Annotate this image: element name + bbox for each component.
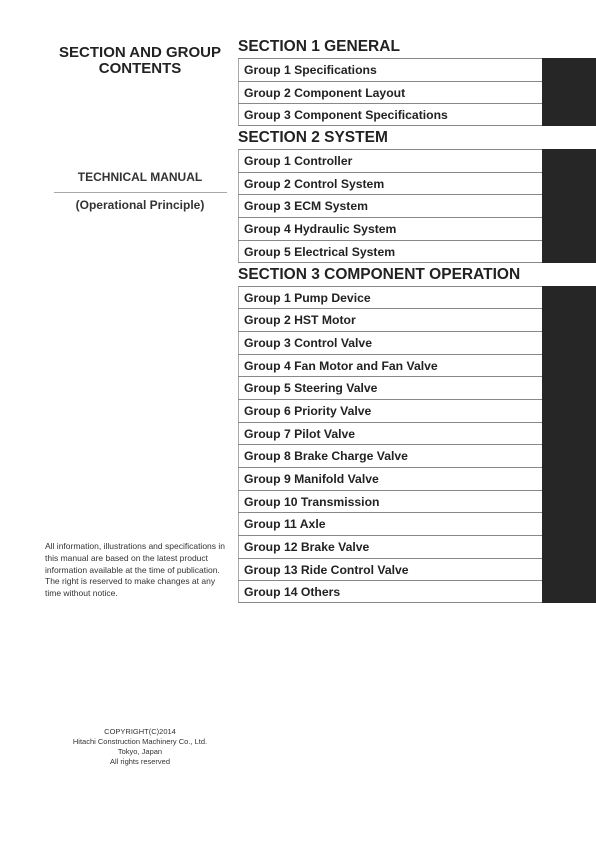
section-tab-marker[interactable]: [542, 58, 596, 82]
row-border: [238, 355, 239, 377]
group-label[interactable]: Group 12 Brake Valve: [244, 540, 370, 555]
group-label[interactable]: Group 3 Component Specifications: [244, 108, 448, 123]
row-border: [238, 377, 239, 399]
group-label[interactable]: Group 4 Hydraulic System: [244, 222, 397, 237]
group-list: [238, 286, 596, 604]
copyright-line: Hitachi Construction Machinery Co., Ltd.: [72, 737, 208, 746]
section-heading[interactable]: SECTION 1 GENERAL: [238, 38, 400, 55]
technical-manual-label: TECHNICAL MANUAL: [77, 170, 203, 184]
copyright-block: [44, 727, 236, 767]
group-row[interactable]: [238, 58, 596, 81]
group-row[interactable]: [238, 467, 596, 490]
group-list: [238, 58, 596, 126]
group-label[interactable]: Group 5 Electrical System: [244, 244, 396, 259]
group-label[interactable]: Group 8 Brake Charge Valve: [244, 449, 408, 464]
section-tab-marker[interactable]: [542, 286, 596, 310]
group-label[interactable]: Group 13 Ride Control Valve: [244, 562, 409, 577]
section-tab-marker[interactable]: [542, 194, 596, 218]
copyright-line: All rights reserved: [109, 757, 171, 766]
section-block: [238, 36, 596, 126]
section-tab-marker[interactable]: [542, 172, 596, 196]
group-label[interactable]: Group 14 Others: [244, 585, 341, 600]
group-label[interactable]: Group 1 Controller: [244, 154, 353, 169]
group-row[interactable]: [238, 194, 596, 217]
group-label[interactable]: Group 6 Priority Valve: [244, 403, 372, 418]
copyright-line: COPYRIGHT(C)2014: [104, 727, 176, 736]
row-border: [238, 423, 239, 445]
group-row[interactable]: [238, 217, 596, 240]
group-row[interactable]: [238, 308, 596, 331]
group-label[interactable]: Group 2 Component Layout: [244, 85, 406, 100]
row-border: [238, 491, 239, 513]
group-row[interactable]: [238, 490, 596, 513]
section-block: [238, 127, 596, 262]
section-tab-marker[interactable]: [542, 103, 596, 126]
row-border: [238, 400, 239, 422]
section-tab-marker[interactable]: [542, 512, 596, 536]
section-tab-marker[interactable]: [542, 354, 596, 378]
row-border: [238, 104, 239, 125]
group-label[interactable]: Group 7 Pilot Valve: [244, 426, 356, 441]
section-tab-marker[interactable]: [542, 535, 596, 559]
section-tab-marker[interactable]: [542, 558, 596, 582]
group-label[interactable]: Group 2 Control System: [244, 176, 385, 191]
group-row[interactable]: [238, 240, 596, 263]
row-border: [238, 581, 239, 602]
page-title-line-2: CONTENTS: [98, 60, 182, 77]
row-border: [238, 332, 239, 354]
group-row[interactable]: [238, 558, 596, 581]
section-tab-marker[interactable]: [542, 308, 596, 332]
group-row[interactable]: [238, 286, 596, 309]
group-label[interactable]: Group 1 Pump Device: [244, 290, 371, 305]
row-border: [238, 218, 239, 240]
group-row[interactable]: [238, 376, 596, 399]
operational-principle-label: (Operational Principle): [75, 198, 205, 212]
row-border: [238, 513, 239, 535]
group-row[interactable]: [238, 399, 596, 422]
row-border: [238, 150, 239, 172]
page-title-line-1: SECTION AND GROUP: [59, 44, 221, 61]
group-row[interactable]: [238, 444, 596, 467]
section-tab-marker[interactable]: [542, 240, 596, 263]
table-of-contents: [238, 36, 596, 604]
section-tab-marker[interactable]: [542, 376, 596, 400]
section-tab-marker[interactable]: [542, 490, 596, 514]
group-label[interactable]: Group 1 Specifications: [244, 63, 377, 77]
copyright-line: Tokyo, Japan: [117, 747, 163, 756]
row-border: [238, 287, 239, 309]
section-tab-marker[interactable]: [542, 149, 596, 173]
group-label[interactable]: Group 2 HST Motor: [244, 313, 356, 328]
row-border: [238, 173, 239, 195]
section-tab-marker[interactable]: [542, 467, 596, 491]
group-label[interactable]: Group 10 Transmission: [244, 494, 380, 509]
group-row[interactable]: [238, 81, 596, 104]
row-border: [238, 195, 239, 217]
group-row[interactable]: [238, 149, 596, 172]
group-label[interactable]: Group 3 ECM System: [244, 199, 368, 214]
group-row[interactable]: [238, 354, 596, 377]
section-tab-marker[interactable]: [542, 331, 596, 355]
section-tab-marker[interactable]: [542, 580, 596, 603]
row-border: [238, 468, 239, 490]
row-border: [238, 241, 239, 262]
section-heading[interactable]: SECTION 2 SYSTEM: [238, 129, 388, 147]
divider: [54, 192, 227, 193]
group-row[interactable]: [238, 103, 596, 126]
row-border: [238, 82, 239, 104]
group-row[interactable]: [238, 331, 596, 354]
row-border: [238, 445, 239, 467]
group-label[interactable]: Group 5 Steering Valve: [244, 381, 378, 396]
section-tab-marker[interactable]: [542, 399, 596, 423]
row-border: [238, 309, 239, 331]
group-row[interactable]: [238, 580, 596, 603]
group-row[interactable]: [238, 422, 596, 445]
disclaimer-text: All information, illustrations and specifications in this manual are based on the latest product information available at the time of publication. The right is reserved to make changes at any time without notice.: [45, 541, 226, 599]
group-row[interactable]: [238, 535, 596, 558]
row-border: [238, 536, 239, 558]
group-list: [238, 149, 596, 262]
group-label[interactable]: Group 4 Fan Motor and Fan Valve: [244, 358, 438, 373]
group-row[interactable]: [238, 512, 596, 535]
group-row[interactable]: [238, 172, 596, 195]
section-block: [238, 264, 596, 604]
section-tab-marker[interactable]: [542, 444, 596, 468]
row-border: [238, 559, 239, 581]
section-tab-marker[interactable]: [542, 217, 596, 241]
section-heading[interactable]: SECTION 3 COMPONENT OPERATION: [238, 265, 521, 283]
page-title: [44, 45, 236, 77]
section-tab-marker[interactable]: [542, 81, 596, 105]
group-label[interactable]: Group 3 Control Valve: [244, 335, 372, 350]
group-label[interactable]: Group 9 Manifold Valve: [244, 472, 379, 486]
group-label[interactable]: Group 11 Axle: [244, 517, 326, 532]
row-border: [238, 59, 239, 81]
section-tab-marker[interactable]: [542, 422, 596, 446]
